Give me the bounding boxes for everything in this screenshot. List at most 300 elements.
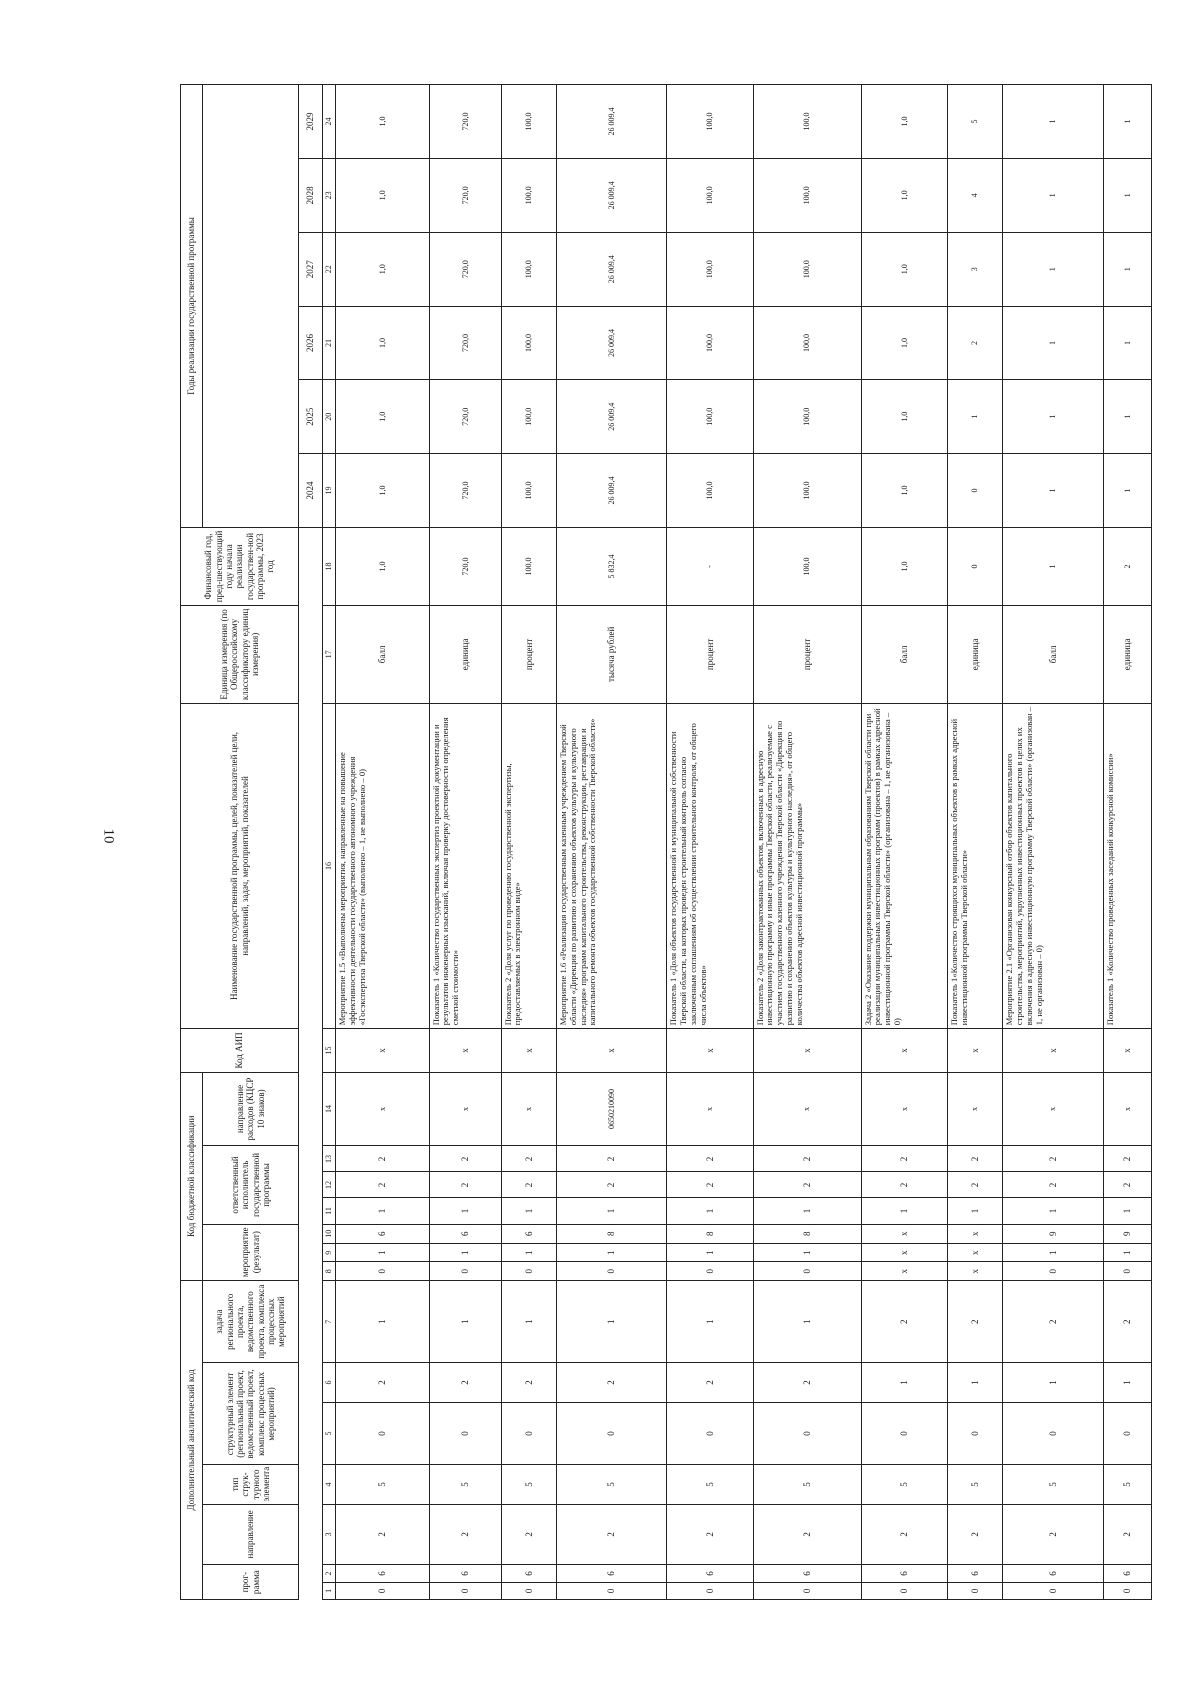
column-number: 13 [323, 1146, 336, 1172]
column-number: 1 [323, 1582, 336, 1599]
aip-code-cell: x [667, 1029, 753, 1072]
executor-digit: 2 [429, 1146, 501, 1172]
year-2026-value: 720,0 [429, 306, 501, 380]
year-2025-value: 1 [1103, 380, 1151, 454]
year-2024-value: 1,0 [861, 454, 947, 528]
expense-direction-cell: x [753, 1072, 861, 1146]
year-2026-value: 26 009,4 [556, 306, 666, 380]
executor-digit: 2 [667, 1172, 753, 1198]
structural-element-digit: 0 [947, 1402, 1002, 1465]
header-activity: мероприятие (результат) [203, 1224, 299, 1280]
fin-year-value: 2 [1103, 527, 1151, 605]
column-number: 20 [323, 380, 336, 454]
task-cell: 1 [336, 1280, 430, 1363]
year-2028-value: 1 [1003, 159, 1104, 233]
task-cell: 1 [667, 1280, 753, 1363]
executor-digit: 1 [501, 1198, 556, 1224]
activity-digit: 1 [336, 1244, 430, 1262]
executor-digit: 2 [1103, 1172, 1151, 1198]
table-row [667, 85, 753, 1600]
type-element-cell: 5 [336, 1465, 430, 1504]
type-element-cell: 5 [667, 1465, 753, 1504]
header-year-2024: 2024 [299, 454, 323, 528]
year-2028-value: 1 [1103, 159, 1151, 233]
type-element-cell: 5 [947, 1465, 1002, 1504]
year-2029-value: 720,0 [429, 85, 501, 159]
header-type-element: тип струк-турного элемента [203, 1465, 299, 1504]
aip-code-cell: x [1103, 1029, 1151, 1072]
year-2026-value: 1 [1003, 306, 1104, 380]
type-element-cell: 5 [501, 1465, 556, 1504]
table-row [753, 85, 861, 1600]
executor-digit: 1 [429, 1198, 501, 1224]
header-years-spacer [203, 85, 299, 528]
program-digit: 6 [861, 1565, 947, 1582]
header-task: задача регионального проекта, ведомственного проекта, комплекса процессных мероприятий [203, 1280, 299, 1363]
expense-direction-cell: x [861, 1072, 947, 1146]
structural-element-digit: 1 [947, 1363, 1002, 1402]
executor-digit: 1 [1103, 1198, 1151, 1224]
activity-digit: x [947, 1224, 1002, 1244]
structural-element-digit: 0 [336, 1402, 430, 1465]
structural-element-digit: 0 [1103, 1402, 1151, 1465]
activity-digit: 6 [429, 1224, 501, 1244]
year-2026-value: 100,0 [501, 306, 556, 380]
type-element-cell: 5 [556, 1465, 666, 1504]
activity-digit: x [861, 1224, 947, 1244]
activity-digit: 1 [667, 1244, 753, 1262]
column-number: 16 [323, 703, 336, 1029]
column-number: 12 [323, 1172, 336, 1198]
program-digit: 6 [336, 1565, 430, 1582]
activity-digit: 1 [753, 1244, 861, 1262]
program-indicators-table [180, 84, 1152, 1600]
activity-digit: x [861, 1244, 947, 1262]
unit-cell: единица [429, 606, 501, 704]
header-year-spacer [299, 527, 323, 1599]
header-year-2026: 2026 [299, 306, 323, 380]
program-digit: 0 [556, 1582, 666, 1599]
task-cell: 2 [1103, 1280, 1151, 1363]
unit-cell: единица [1103, 606, 1151, 704]
table-body [336, 85, 1152, 1600]
column-number: 6 [323, 1363, 336, 1402]
activity-digit: x [947, 1262, 1002, 1280]
structural-element-digit: 1 [1003, 1363, 1104, 1402]
year-2026-value: 100,0 [753, 306, 861, 380]
activity-digit: x [861, 1262, 947, 1280]
program-digit: 0 [753, 1582, 861, 1599]
structural-element-digit: 2 [753, 1363, 861, 1402]
type-element-cell: 5 [1103, 1465, 1151, 1504]
program-digit: 0 [667, 1582, 753, 1599]
year-2025-value: 100,0 [501, 380, 556, 454]
fin-year-value: 0 [947, 527, 1002, 605]
unit-cell: балл [1003, 606, 1104, 704]
executor-digit: 2 [336, 1172, 430, 1198]
activity-digit: 6 [501, 1224, 556, 1244]
year-2029-value: 100,0 [667, 85, 753, 159]
header-name: Наименование государственной программы, целей, показателей цели, направлений, задач, мероприятий, показателей [181, 703, 299, 1029]
program-digit: 6 [1103, 1565, 1151, 1582]
fin-year-value: 100,0 [501, 527, 556, 605]
aip-code-cell: x [336, 1029, 430, 1072]
year-2029-value: 100,0 [501, 85, 556, 159]
rotated-table-container [180, 84, 1152, 1600]
table-row [1003, 85, 1104, 1600]
year-2028-value: 100,0 [753, 159, 861, 233]
activity-digit: 6 [336, 1224, 430, 1244]
year-2024-value: 100,0 [667, 454, 753, 528]
direction-cell: 2 [556, 1504, 666, 1565]
year-2024-value: 1 [1003, 454, 1104, 528]
program-digit: 6 [947, 1565, 1002, 1582]
column-number: 18 [323, 527, 336, 605]
column-number: 4 [323, 1465, 336, 1504]
structural-element-digit: 1 [861, 1363, 947, 1402]
program-digit: 0 [1003, 1582, 1104, 1599]
aip-code-cell: x [429, 1029, 501, 1072]
program-digit: 0 [501, 1582, 556, 1599]
year-2028-value: 1,0 [336, 159, 430, 233]
program-digit: 6 [667, 1565, 753, 1582]
program-digit: 6 [429, 1565, 501, 1582]
task-cell: 1 [556, 1280, 666, 1363]
structural-element-digit: 0 [667, 1402, 753, 1465]
type-element-cell: 5 [753, 1465, 861, 1504]
year-2027-value: 1,0 [861, 232, 947, 306]
year-2026-value: 1,0 [861, 306, 947, 380]
direction-cell: 2 [753, 1504, 861, 1565]
unit-cell: процент [501, 606, 556, 704]
executor-digit: 2 [947, 1146, 1002, 1172]
activity-digit: 1 [429, 1244, 501, 1262]
structural-element-digit: 2 [556, 1363, 666, 1402]
column-number: 14 [323, 1072, 336, 1146]
direction-cell: 2 [429, 1504, 501, 1565]
activity-digit: 1 [1103, 1244, 1151, 1262]
year-2024-value: 1,0 [336, 454, 430, 528]
aip-code-cell: x [556, 1029, 666, 1072]
activity-digit: 8 [556, 1224, 666, 1244]
expense-direction-cell: x [336, 1072, 430, 1146]
executor-digit: 2 [861, 1172, 947, 1198]
executor-digit: 1 [667, 1198, 753, 1224]
table-row [336, 85, 430, 1600]
table-row [947, 85, 1002, 1600]
header-direction: направление [203, 1504, 299, 1565]
unit-cell: процент [667, 606, 753, 704]
task-cell: 2 [947, 1280, 1002, 1363]
activity-digit: 0 [501, 1262, 556, 1280]
year-2029-value: 1 [1003, 85, 1104, 159]
year-2026-value: 1,0 [336, 306, 430, 380]
program-digit: 6 [501, 1565, 556, 1582]
year-2028-value: 26 009,4 [556, 159, 666, 233]
activity-digit: 0 [429, 1262, 501, 1280]
executor-digit: 2 [947, 1172, 1002, 1198]
structural-element-digit: 0 [753, 1402, 861, 1465]
unit-cell: процент [753, 606, 861, 704]
year-2027-value: 1,0 [336, 232, 430, 306]
executor-digit: 1 [556, 1198, 666, 1224]
year-2028-value: 720,0 [429, 159, 501, 233]
year-2025-value: 26 009,4 [556, 380, 666, 454]
fin-year-value: 1,0 [861, 527, 947, 605]
header-year-2025: 2025 [299, 380, 323, 454]
column-number: 11 [323, 1198, 336, 1224]
name-cell: Показатель 2 «Доля услуг по проведению государственной экспертизы, предоставляемых в электронном виде» [501, 703, 556, 1029]
year-2024-value: 100,0 [753, 454, 861, 528]
year-2027-value: 720,0 [429, 232, 501, 306]
year-2024-value: 0 [947, 454, 1002, 528]
fin-year-value: 1,0 [336, 527, 430, 605]
fin-year-value: - [667, 527, 753, 605]
activity-digit: 1 [556, 1244, 666, 1262]
fin-year-value: 100,0 [753, 527, 861, 605]
activity-digit: 0 [336, 1262, 430, 1280]
executor-digit: 2 [556, 1172, 666, 1198]
year-2029-value: 100,0 [753, 85, 861, 159]
year-2027-value: 26 009,4 [556, 232, 666, 306]
year-2029-value: 5 [947, 85, 1002, 159]
activity-digit: 1 [501, 1244, 556, 1262]
name-cell: Мероприятие 1.5 «Выполнены мероприятия, направленные на повышение эффективности деятельности государственного автономного учреждения «Госэкспертиза Тверской области» (выполнено – 1, не выполнено – 0) [336, 703, 430, 1029]
activity-digit: 0 [1003, 1262, 1104, 1280]
year-2027-value: 100,0 [501, 232, 556, 306]
name-cell: Показатель 1«Количество строящихся муниципальных объектов в рамках адресной инвестиционной программы Тверской области» [947, 703, 1002, 1029]
executor-digit: 1 [861, 1198, 947, 1224]
table-row [429, 85, 501, 1600]
structural-element-digit: 2 [429, 1363, 501, 1402]
program-digit: 0 [947, 1582, 1002, 1599]
executor-digit: 2 [501, 1172, 556, 1198]
header-year-2028: 2028 [299, 159, 323, 233]
structural-element-digit: 0 [861, 1402, 947, 1465]
column-number: 17 [323, 606, 336, 704]
header-program: прог-рамма [203, 1565, 299, 1600]
year-2027-value: 1 [1003, 232, 1104, 306]
table-row [501, 85, 556, 1600]
year-2026-value: 1 [1103, 306, 1151, 380]
task-cell: 1 [753, 1280, 861, 1363]
unit-cell: тысяча рублей [556, 606, 666, 704]
year-2028-value: 4 [947, 159, 1002, 233]
activity-digit: 8 [753, 1224, 861, 1244]
year-2025-value: 100,0 [753, 380, 861, 454]
column-number: 23 [323, 159, 336, 233]
structural-element-digit: 1 [1103, 1363, 1151, 1402]
activity-digit: 9 [1003, 1224, 1104, 1244]
unit-cell: единица [947, 606, 1002, 704]
year-2025-value: 100,0 [667, 380, 753, 454]
activity-digit: 1 [1003, 1244, 1104, 1262]
header-year-2027: 2027 [299, 232, 323, 306]
year-2027-value: 3 [947, 232, 1002, 306]
direction-cell: 2 [861, 1504, 947, 1565]
executor-digit: 2 [753, 1172, 861, 1198]
executor-digit: 2 [667, 1146, 753, 1172]
column-number: 24 [323, 85, 336, 159]
activity-digit: x [947, 1244, 1002, 1262]
column-number: 3 [323, 1504, 336, 1565]
executor-digit: 2 [501, 1146, 556, 1172]
year-2026-value: 100,0 [667, 306, 753, 380]
header-executor: ответственный исполнитель государственной программы [203, 1146, 299, 1224]
structural-element-digit: 0 [556, 1402, 666, 1465]
year-2024-value: 100,0 [501, 454, 556, 528]
header-budget-code: Код бюджетной классификации [181, 1072, 203, 1280]
year-2024-value: 720,0 [429, 454, 501, 528]
header-fin-year: Финансовый год, пред-шествующий году начала реализации государствен-ной программы, 2023 год [181, 527, 299, 605]
aip-code-cell: x [753, 1029, 861, 1072]
column-number: 22 [323, 232, 336, 306]
expense-direction-cell: x [1003, 1072, 1104, 1146]
activity-digit: 0 [753, 1262, 861, 1280]
unit-cell: балл [861, 606, 947, 704]
program-digit: 0 [336, 1582, 430, 1599]
year-2025-value: 1 [947, 380, 1002, 454]
header-year-2029: 2029 [299, 85, 323, 159]
fin-year-value: 1 [1003, 527, 1104, 605]
executor-digit: 2 [429, 1172, 501, 1198]
executor-digit: 1 [947, 1198, 1002, 1224]
header-structural-element: структурный элемент (региональный проект, ведомственный проект, комплекс процессных мероприятий) [203, 1363, 299, 1465]
year-2027-value: 1 [1103, 232, 1151, 306]
column-number: 5 [323, 1402, 336, 1465]
program-digit: 0 [861, 1582, 947, 1599]
activity-digit: 9 [1103, 1224, 1151, 1244]
name-cell: Показатель 1 «Количество проведенных заседаний конкурсной комиссии» [1103, 703, 1151, 1029]
header-unit: Единица измерения (по Общероссийскому классификатору единиц измерения) [181, 606, 299, 704]
activity-digit: 0 [667, 1262, 753, 1280]
header-years-group: Годы реализации государственной программы [181, 85, 203, 528]
name-cell: Показатель 2 «Доля законтрактованных объектов, включенных в адресную инвестиционную программу и иные программы Тверской области, реализуемые с участием государственного казенного учреждения Тверской области «Дирекция по развитию и сохранению объектов культуры и культурного наследия», от общего количества объектов адресной инвестиционной программы» [753, 703, 861, 1029]
year-2029-value: 1,0 [861, 85, 947, 159]
structural-element-digit: 2 [336, 1363, 430, 1402]
column-number: 7 [323, 1280, 336, 1363]
name-cell: Мероприятие 1.6 «Реализация государственным казенным учреждением Тверской области «Дирекция по развитию и сохранению объектов культуры и культурного наследия» программ капитального строительства, реконструкции, реставрации и капитального ремонта объектов государственной собственности Тверской области» [556, 703, 666, 1029]
column-number: 8 [323, 1262, 336, 1280]
aip-code-cell: x [947, 1029, 1002, 1072]
direction-cell: 2 [1003, 1504, 1104, 1565]
header-additional-code: Дополнительный аналитический код [181, 1280, 203, 1599]
column-number: 9 [323, 1244, 336, 1262]
column-number: 19 [323, 454, 336, 528]
fin-year-value: 5 832,4 [556, 527, 666, 605]
year-2025-value: 720,0 [429, 380, 501, 454]
year-2027-value: 100,0 [667, 232, 753, 306]
task-cell: 2 [861, 1280, 947, 1363]
page-number: 10 [100, 828, 117, 844]
aip-code-cell: x [501, 1029, 556, 1072]
expense-direction-cell: x [667, 1072, 753, 1146]
table-row [1103, 85, 1151, 1600]
task-cell: 1 [429, 1280, 501, 1363]
year-2025-value: 1,0 [861, 380, 947, 454]
program-digit: 0 [429, 1582, 501, 1599]
aip-code-cell: x [1003, 1029, 1104, 1072]
structural-element-digit: 2 [667, 1363, 753, 1402]
table-row [556, 85, 666, 1600]
year-2029-value: 1 [1103, 85, 1151, 159]
expense-direction-cell: x [1103, 1072, 1151, 1146]
program-digit: 6 [753, 1565, 861, 1582]
executor-digit: 2 [556, 1146, 666, 1172]
program-digit: 0 [1103, 1582, 1151, 1599]
unit-cell: балл [336, 606, 430, 704]
year-2029-value: 26 009,4 [556, 85, 666, 159]
direction-cell: 2 [947, 1504, 1002, 1565]
activity-digit: 8 [667, 1224, 753, 1244]
header-aip-code: Код АИП [181, 1029, 299, 1072]
table-row [861, 85, 947, 1600]
executor-digit: 2 [1003, 1172, 1104, 1198]
program-digit: 6 [556, 1565, 666, 1582]
executor-digit: 1 [753, 1198, 861, 1224]
year-2029-value: 1,0 [336, 85, 430, 159]
expense-direction-cell: x [429, 1072, 501, 1146]
executor-digit: 1 [336, 1198, 430, 1224]
column-number: 15 [323, 1029, 336, 1072]
task-cell: 1 [501, 1280, 556, 1363]
executor-digit: 2 [1103, 1146, 1151, 1172]
aip-code-cell: x [861, 1029, 947, 1072]
direction-cell: 2 [1103, 1504, 1151, 1565]
column-number: 2 [323, 1565, 336, 1582]
executor-digit: 1 [1003, 1198, 1104, 1224]
direction-cell: 2 [336, 1504, 430, 1565]
structural-element-digit: 0 [501, 1402, 556, 1465]
executor-digit: 2 [1003, 1146, 1104, 1172]
year-2026-value: 2 [947, 306, 1002, 380]
executor-digit: 2 [336, 1146, 430, 1172]
program-digit: 6 [1003, 1565, 1104, 1582]
type-element-cell: 5 [429, 1465, 501, 1504]
year-2028-value: 1,0 [861, 159, 947, 233]
header-expense-direction: направление расходов (КЦСР 10 знаков) [203, 1072, 299, 1146]
structural-element-digit: 0 [429, 1402, 501, 1465]
structural-element-digit: 2 [501, 1363, 556, 1402]
name-cell: Показатель 1 «Количество государственных экспертиз проектной документации и результатов инженерных изысканий, включая проверку достоверности определения сметной стоимости» [429, 703, 501, 1029]
name-cell: Показатель 1 «Доля объектов государственной и муниципальной собственности Тверской области, на которых проведен строительный контроль согласно заключенным соглашениям об осуществлении строительного контроля, от общего числа объектов» [667, 703, 753, 1029]
year-2024-value: 1 [1103, 454, 1151, 528]
direction-cell: 2 [667, 1504, 753, 1565]
type-element-cell: 5 [1003, 1465, 1104, 1504]
executor-digit: 2 [753, 1146, 861, 1172]
activity-digit: 0 [1103, 1262, 1151, 1280]
year-2027-value: 100,0 [753, 232, 861, 306]
executor-digit: 2 [861, 1146, 947, 1172]
fin-year-value: 720,0 [429, 527, 501, 605]
structural-element-digit: 0 [1003, 1402, 1104, 1465]
column-number-row [323, 85, 336, 1600]
year-2028-value: 100,0 [667, 159, 753, 233]
direction-cell: 2 [501, 1504, 556, 1565]
name-cell: Мероприятие 2.1 «Организован конкурсный отбор объектов капитального строительства, мероприятий, укрупненных инвестиционных проектов в целях их включения в адресную инвестиционную программу Тверской области» (организован – 1, не организован – 0) [1003, 703, 1104, 1029]
expense-direction-cell: x [947, 1072, 1002, 1146]
expense-direction-cell: x [501, 1072, 556, 1146]
type-element-cell: 5 [861, 1465, 947, 1504]
column-number: 21 [323, 306, 336, 380]
year-2025-value: 1 [1003, 380, 1104, 454]
name-cell: Задача 2 «Оказание поддержки муниципальным образованиям Тверской области при реализации муниципальных инвестиционных программ (проектов) в рамках адресной инвестиционной программы Тверской области» (организована – 1, не организована – 0) [861, 703, 947, 1029]
task-cell: 2 [1003, 1280, 1104, 1363]
year-2028-value: 100,0 [501, 159, 556, 233]
column-number: 10 [323, 1224, 336, 1244]
year-2024-value: 26 009,4 [556, 454, 666, 528]
activity-digit: 0 [556, 1262, 666, 1280]
